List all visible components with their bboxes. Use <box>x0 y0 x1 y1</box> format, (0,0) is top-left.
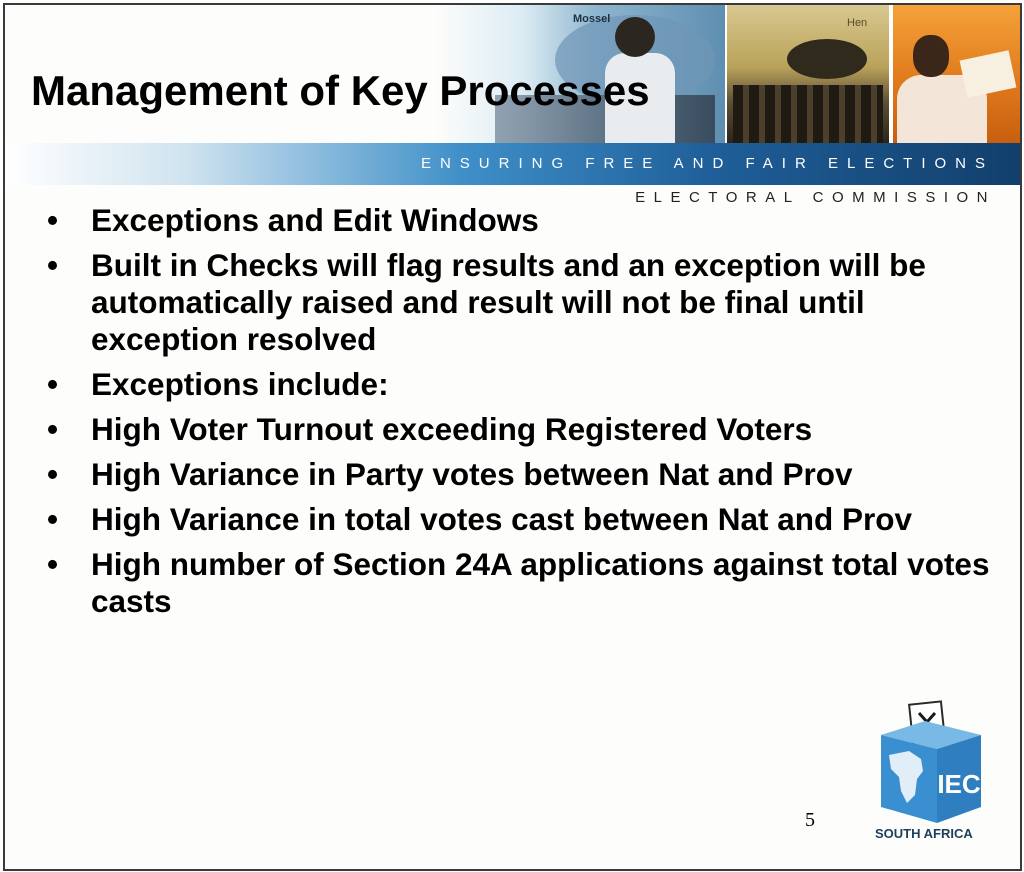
slide <box>3 3 1022 871</box>
bullet-text: High number of Section 24A applications against total votes casts <box>91 546 990 619</box>
bullet-item <box>45 247 1015 358</box>
bullet-text: High Variance in Party votes between Nat and Prov <box>91 456 853 492</box>
operator-photo <box>893 5 1020 143</box>
bullet-text: Exceptions and Edit Windows <box>91 202 539 238</box>
bullet-icon: • <box>47 247 59 283</box>
bullet-item <box>45 546 1015 620</box>
logo-caption: SOUTH AFRICA <box>875 826 973 841</box>
bullet-item <box>45 501 1015 538</box>
bullet-text: High Voter Turnout exceeding Registered Voters <box>91 411 813 447</box>
bullet-item <box>45 411 1015 448</box>
bullet-icon: • <box>47 456 59 492</box>
bullet-item <box>45 456 1015 493</box>
logo-text: IEC <box>937 769 981 799</box>
photo-place-name: Mossel <box>573 13 611 25</box>
slide-title: Management of Key Processes <box>31 67 650 114</box>
bullet-text: High Variance in total votes cast between Nat and Prov <box>91 501 912 537</box>
bullet-item <box>45 202 1015 239</box>
page-number: 5 <box>805 809 815 831</box>
bullet-text: Exceptions include: <box>91 366 389 402</box>
queue-photo <box>727 5 889 143</box>
bullet-icon: • <box>47 202 59 238</box>
tagline: ENSURING FREE AND FAIR ELECTIONS <box>420 155 994 172</box>
bullet-icon: • <box>47 501 59 537</box>
bullet-item <box>45 366 1015 403</box>
bullet-list <box>45 202 1015 628</box>
organization-name: ELECTORAL COMMISSION <box>635 189 996 206</box>
bullet-icon: • <box>47 366 59 402</box>
bullet-text: Built in Checks will flag results and an exception will be automatically raised and result will not be final until exception resolved <box>91 247 926 357</box>
bullet-icon: • <box>47 411 59 447</box>
bullet-icon: • <box>47 546 59 582</box>
photo-place-name: Hen <box>847 17 868 29</box>
